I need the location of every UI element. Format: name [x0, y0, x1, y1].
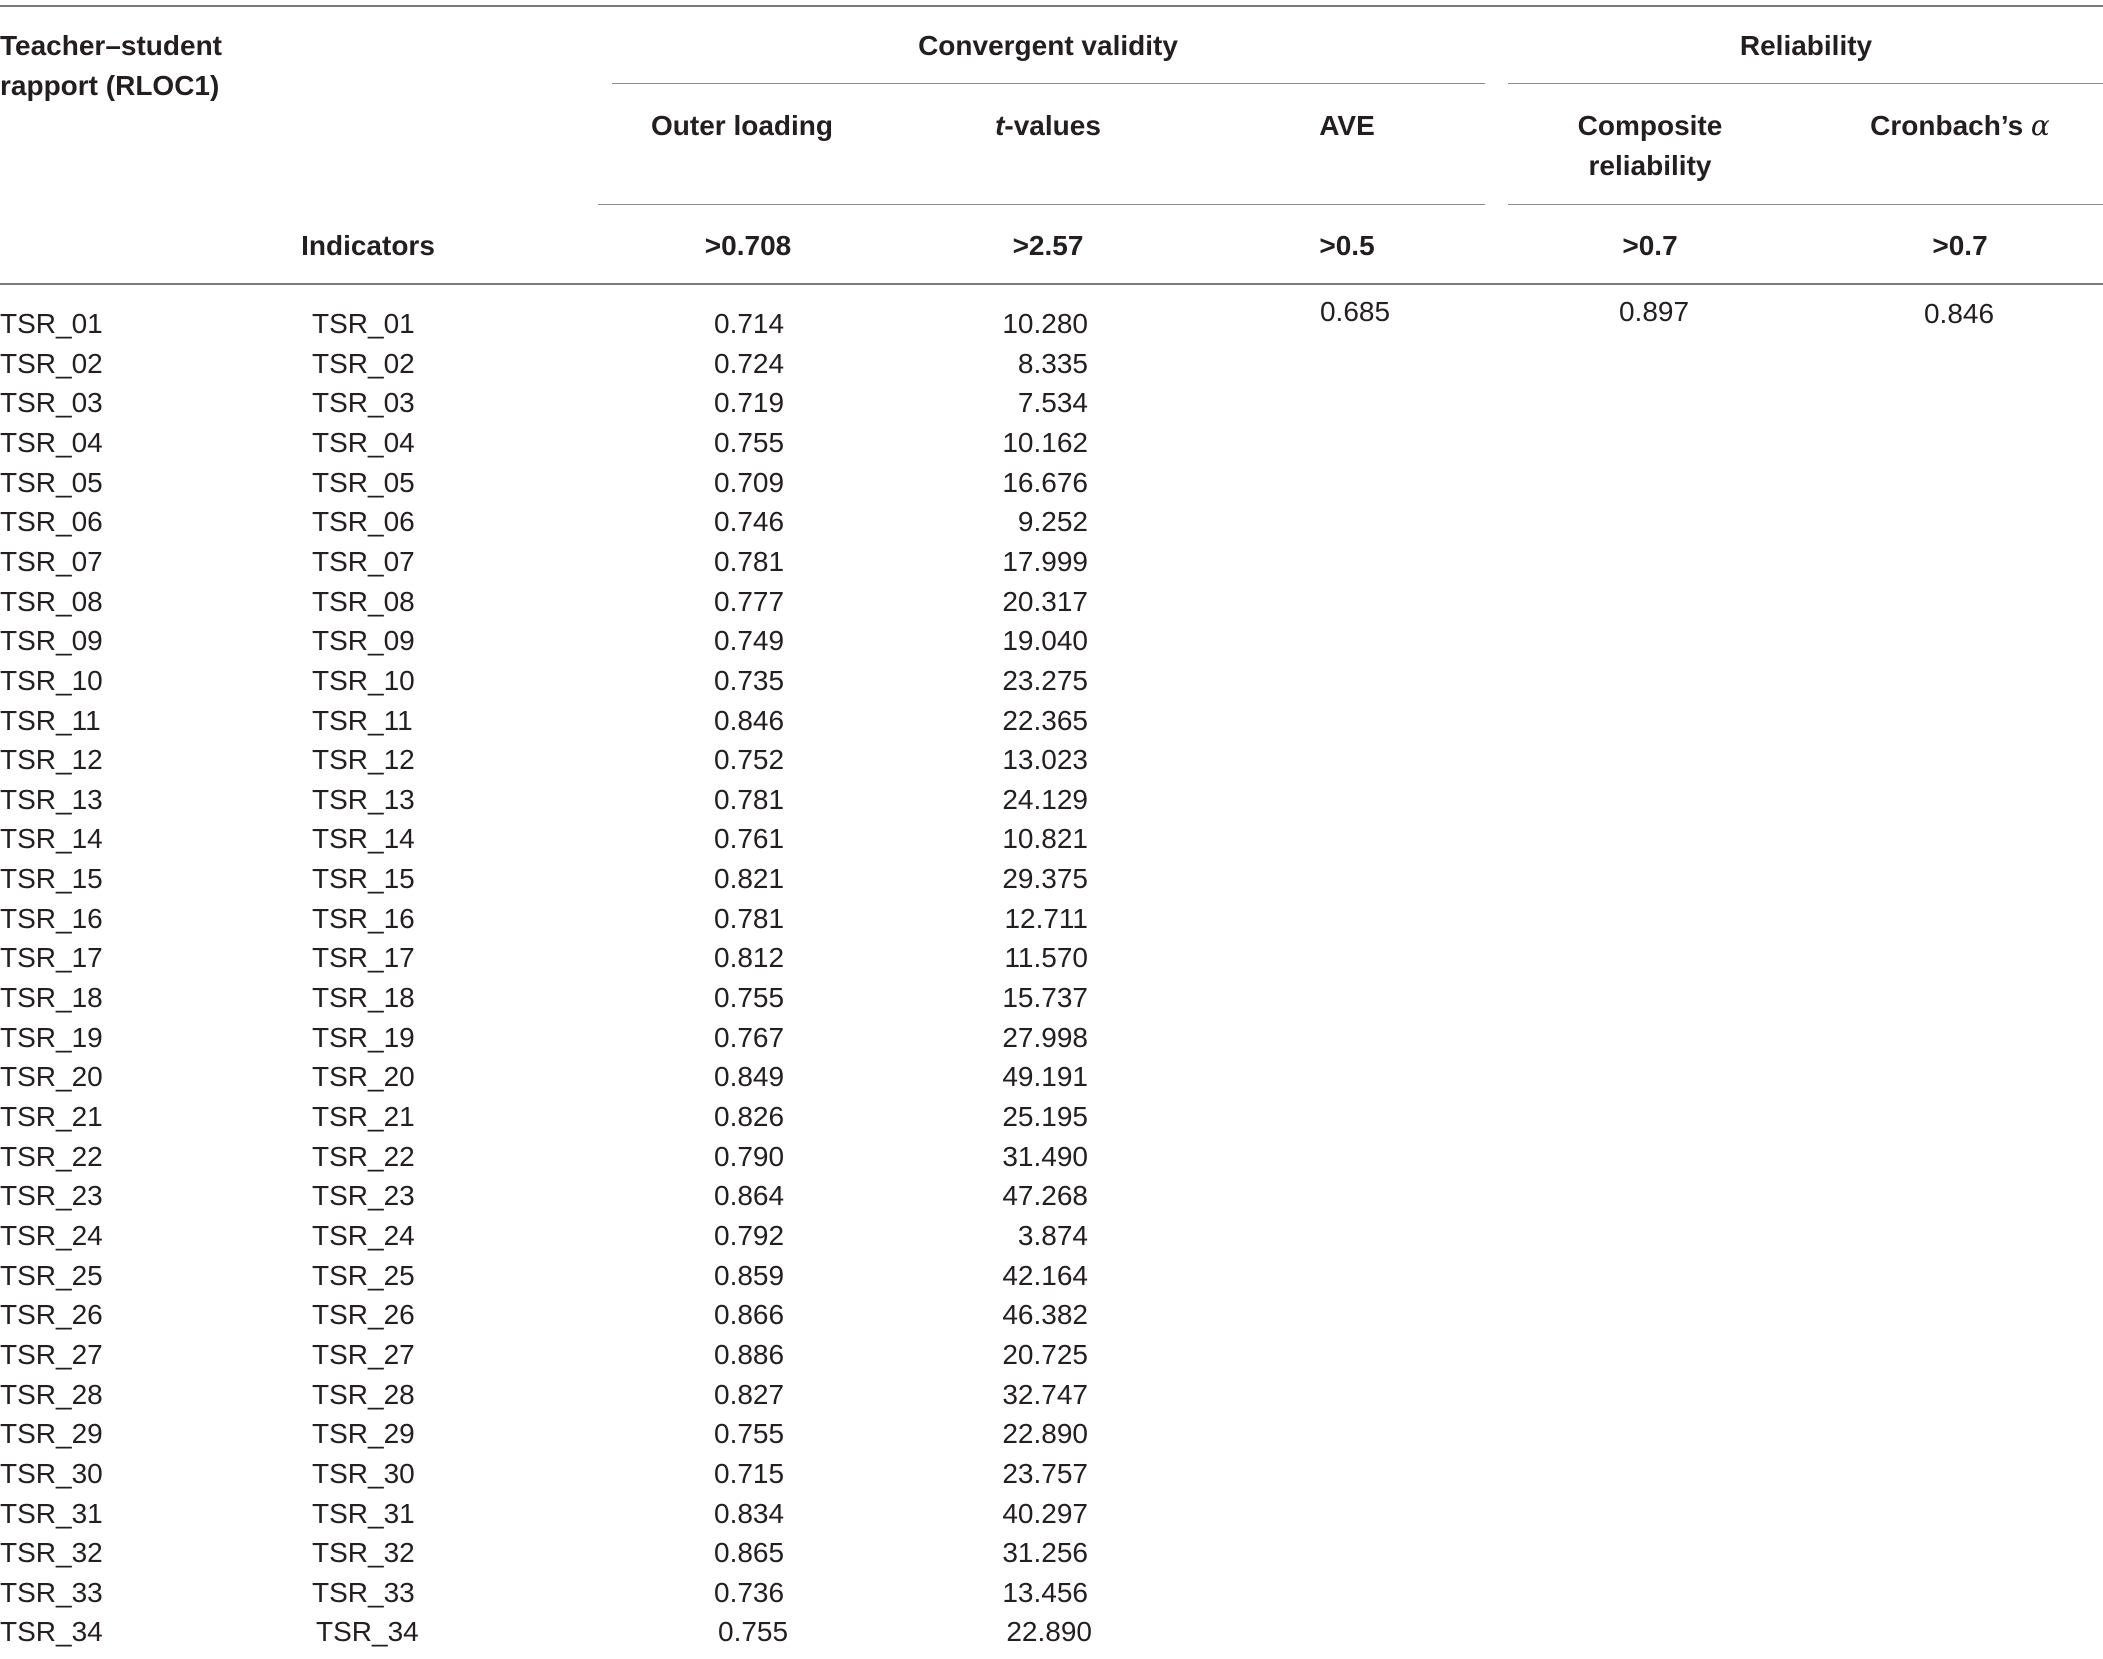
t-value-cell: 10.821 — [1002, 823, 1088, 854]
item-cell: TSR_20 — [0, 1061, 103, 1092]
outer-loading-cell: 0.781 — [714, 784, 785, 815]
indicator-cell: TSR_10 — [312, 665, 415, 696]
indicator-cell: TSR_29 — [312, 1418, 415, 1449]
outer-loading-cell: 0.755 — [714, 427, 785, 458]
t-value-cell: 13.023 — [1002, 744, 1088, 775]
ave-header: AVE — [1319, 110, 1375, 141]
item-cell: TSR_14 — [0, 823, 103, 854]
indicator-cell: TSR_07 — [312, 546, 415, 577]
outer-loading-cell: 0.821 — [714, 863, 785, 894]
outer-loading-cell: 0.724 — [714, 348, 785, 379]
t-value-cell: 15.737 — [1002, 982, 1088, 1013]
outer-loading-cell: 0.736 — [714, 1577, 785, 1608]
item-cell: TSR_26 — [0, 1299, 103, 1330]
t-value-cell: 24.129 — [1002, 784, 1088, 815]
item-cell: TSR_03 — [0, 387, 103, 418]
item-cell: TSR_07 — [0, 546, 103, 577]
outer-loading-cell: 0.864 — [714, 1180, 785, 1211]
t-value-cell: 22.890 — [1006, 1616, 1092, 1647]
item-cell: TSR_31 — [0, 1498, 103, 1529]
indicator-cell: TSR_19 — [312, 1022, 415, 1053]
indicator-cell: TSR_17 — [312, 942, 415, 973]
outer-loading-cell: 0.735 — [714, 665, 785, 696]
item-cell: TSR_27 — [0, 1339, 103, 1370]
t-value-cell: 19.040 — [1002, 625, 1088, 656]
t-value-cell: 17.999 — [1002, 546, 1088, 577]
indicator-cell: TSR_25 — [312, 1260, 415, 1291]
item-cell: TSR_12 — [0, 744, 103, 775]
outer-loading-cell: 0.749 — [714, 625, 785, 656]
item-cell: TSR_28 — [0, 1379, 103, 1410]
outer-loading-cell: 0.755 — [718, 1616, 789, 1647]
indicator-cell: TSR_33 — [312, 1577, 415, 1608]
outer-loading-cell: 0.709 — [714, 467, 785, 498]
indicator-cell: TSR_09 — [312, 625, 415, 656]
threshold-outer-loading: >0.708 — [704, 230, 792, 261]
indicator-cell: TSR_23 — [312, 1180, 415, 1211]
outer-loading-cell: 0.790 — [714, 1141, 785, 1172]
ave-value: 0.685 — [1319, 296, 1391, 327]
indicator-cell: TSR_14 — [312, 823, 415, 854]
t-value-cell: 20.317 — [1002, 586, 1088, 617]
outer-loading-cell: 0.714 — [714, 308, 785, 339]
t-value-cell: 12.711 — [1004, 903, 1088, 934]
item-cell: TSR_21 — [0, 1101, 103, 1132]
cronbach-text: Cronbach’s — [1870, 110, 2031, 141]
t-value-cell: 22.890 — [1002, 1418, 1088, 1449]
item-cell: TSR_17 — [0, 942, 103, 973]
indicator-cell: TSR_32 — [312, 1537, 415, 1568]
alpha-symbol: α — [2030, 109, 2050, 142]
outer-loading-cell: 0.755 — [714, 1418, 785, 1449]
t-value-cell: 23.275 — [1002, 665, 1088, 696]
indicator-cell: TSR_01 — [312, 308, 415, 339]
item-cell: TSR_29 — [0, 1418, 103, 1449]
composite-reliability-value: 0.897 — [1618, 296, 1690, 327]
item-cell: TSR_25 — [0, 1260, 103, 1291]
t-value-cell: 27.998 — [1002, 1022, 1088, 1053]
outer-loading-cell: 0.866 — [714, 1299, 785, 1330]
item-cell: TSR_33 — [0, 1577, 103, 1608]
indicator-cell: TSR_27 — [312, 1339, 415, 1370]
outer-loading-cell: 0.746 — [714, 506, 785, 537]
item-cell: TSR_32 — [0, 1537, 103, 1568]
indicator-cell: TSR_34 — [316, 1616, 419, 1647]
t-value-cell: 10.280 — [1002, 308, 1088, 339]
item-cell: TSR_04 — [0, 427, 103, 458]
item-cell: TSR_22 — [0, 1141, 103, 1172]
t-value-cell: 20.725 — [1002, 1339, 1088, 1370]
item-cell: TSR_01 — [0, 308, 103, 339]
indicator-cell: TSR_26 — [312, 1299, 415, 1330]
indicator-cell: TSR_02 — [312, 348, 415, 379]
construct-header-line1: Teacher–student — [0, 30, 222, 61]
item-cell: TSR_10 — [0, 665, 103, 696]
indicator-cell: TSR_05 — [312, 467, 415, 498]
convergent-validity-header: Convergent validity — [918, 30, 1178, 61]
outer-loading-cell: 0.755 — [714, 982, 785, 1013]
indicator-cell: TSR_13 — [312, 784, 415, 815]
t-value-cell: 23.757 — [1002, 1458, 1088, 1489]
outer-loading-cell: 0.849 — [714, 1061, 785, 1092]
item-cell: TSR_05 — [0, 467, 103, 498]
outer-loading-cell: 0.886 — [714, 1339, 785, 1370]
threshold-cronbach: >0.7 — [1932, 230, 1988, 261]
t-value-cell: 25.195 — [1002, 1101, 1088, 1132]
indicator-cell: TSR_20 — [312, 1061, 415, 1092]
item-cell: TSR_11 — [0, 705, 101, 736]
composite-line2: reliability — [1588, 150, 1712, 181]
t-values-rest: -values — [1004, 110, 1101, 141]
outer-loading-cell: 0.719 — [714, 387, 785, 418]
t-value-cell: 49.191 — [1002, 1061, 1088, 1092]
t-value-cell: 47.268 — [1002, 1180, 1088, 1211]
outer-loading-header: Outer loading — [651, 110, 833, 141]
item-cell: TSR_09 — [0, 625, 103, 656]
item-cell: TSR_08 — [0, 586, 103, 617]
outer-loading-cell: 0.781 — [714, 546, 785, 577]
t-value-cell: 40.297 — [1002, 1498, 1088, 1529]
indicator-cell: TSR_08 — [312, 586, 415, 617]
t-value-cell: 10.162 — [1002, 427, 1088, 458]
indicator-cell: TSR_03 — [312, 387, 415, 418]
indicator-cell: TSR_16 — [312, 903, 415, 934]
t-value-cell: 11.570 — [1004, 942, 1088, 973]
t-value-cell: 46.382 — [1002, 1299, 1088, 1330]
cronbach-alpha-value: 0.846 — [1923, 298, 1995, 329]
indicator-cell: TSR_31 — [312, 1498, 415, 1529]
item-cell: TSR_23 — [0, 1180, 103, 1211]
outer-loading-cell: 0.827 — [714, 1379, 785, 1410]
t-values-italic: t — [995, 110, 1005, 141]
outer-loading-cell: 0.767 — [714, 1022, 785, 1053]
indicator-cell: TSR_21 — [312, 1101, 415, 1132]
item-cell: TSR_18 — [0, 982, 103, 1013]
outer-loading-cell: 0.752 — [714, 744, 785, 775]
outer-loading-cell: 0.761 — [714, 823, 785, 854]
t-value-cell: 31.256 — [1002, 1537, 1088, 1568]
outer-loading-cell: 0.834 — [714, 1498, 785, 1529]
outer-loading-cell: 0.826 — [714, 1101, 785, 1132]
outer-loading-cell: 0.865 — [714, 1537, 785, 1568]
item-cell: TSR_34 — [0, 1616, 103, 1647]
threshold-composite: >0.7 — [1622, 230, 1678, 261]
indicator-cell: TSR_12 — [312, 744, 415, 775]
t-value-cell: 22.365 — [1002, 705, 1088, 736]
t-value-cell: 9.252 — [1017, 506, 1088, 537]
item-cell: TSR_15 — [0, 863, 103, 894]
indicator-cell: TSR_06 — [312, 506, 415, 537]
indicator-cell: TSR_18 — [312, 982, 415, 1013]
item-cell: TSR_30 — [0, 1458, 103, 1489]
indicator-cell: TSR_22 — [312, 1141, 415, 1172]
item-cell: TSR_06 — [0, 506, 103, 537]
indicators-header: Indicators — [301, 230, 435, 261]
t-value-cell: 13.456 — [1002, 1577, 1088, 1608]
t-value-cell: 16.676 — [1002, 467, 1088, 498]
indicator-cell: TSR_24 — [312, 1220, 415, 1251]
outer-loading-cell: 0.781 — [714, 903, 785, 934]
construct-header-line2: rapport (RLOC1) — [0, 70, 220, 101]
outer-loading-cell: 0.777 — [714, 586, 785, 617]
threshold-ave: >0.5 — [1319, 230, 1375, 261]
t-value-cell: 7.534 — [1017, 387, 1088, 418]
threshold-t-values: >2.57 — [1012, 230, 1084, 261]
indicator-cell: TSR_04 — [312, 427, 415, 458]
t-value-cell: 3.874 — [1017, 1220, 1088, 1251]
reliability-header: Reliability — [1739, 30, 1873, 61]
outer-loading-cell: 0.846 — [714, 705, 785, 736]
item-cell: TSR_19 — [0, 1022, 103, 1053]
item-cell: TSR_02 — [0, 348, 103, 379]
indicator-cell: TSR_28 — [312, 1379, 415, 1410]
t-value-cell: 8.335 — [1017, 348, 1088, 379]
indicator-cell: TSR_30 — [312, 1458, 415, 1489]
item-cell: TSR_24 — [0, 1220, 103, 1251]
t-value-cell: 32.747 — [1002, 1379, 1088, 1410]
item-cell: TSR_16 — [0, 903, 103, 934]
outer-loading-cell: 0.812 — [714, 942, 785, 973]
outer-loading-cell: 0.859 — [714, 1260, 785, 1291]
t-value-cell: 31.490 — [1002, 1141, 1088, 1172]
t-value-cell: 29.375 — [1002, 863, 1088, 894]
t-value-cell: 42.164 — [1002, 1260, 1088, 1291]
outer-loading-cell: 0.715 — [714, 1458, 785, 1489]
composite-line1: Composite — [1577, 110, 1723, 141]
outer-loading-cell: 0.792 — [714, 1220, 785, 1251]
item-cell: TSR_13 — [0, 784, 103, 815]
indicator-cell: TSR_11 — [312, 705, 413, 736]
indicator-cell: TSR_15 — [312, 863, 415, 894]
